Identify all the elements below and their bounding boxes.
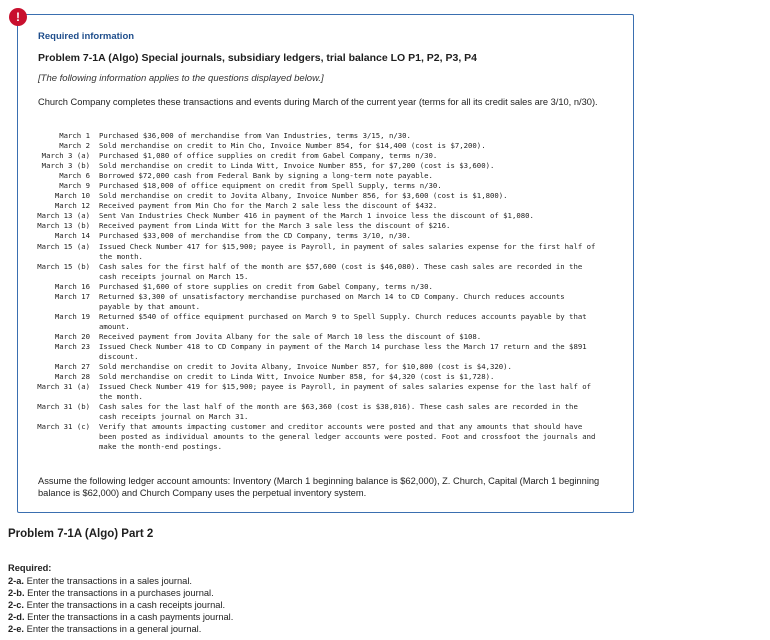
transaction-row bbox=[36, 211, 599, 221]
transaction-text: Purchased $1,080 of office supplies on credit from Gabel Company, terms n/30. bbox=[99, 151, 438, 161]
transaction-text: Issued Check Number 418 to CD Company in payment of the March 14 purchase less the March 17 return and the $891 discount. bbox=[99, 341, 587, 362]
transaction-text: Sent Van Industries Check Number 416 in payment of the March 1 invoice less the discount of $1,080. bbox=[99, 211, 534, 221]
transaction-date: March 31 (a) bbox=[37, 382, 90, 392]
transaction-text: Received payment from Min Cho for the March 2 sale less the discount of $432. bbox=[99, 201, 438, 211]
transaction-row bbox=[36, 221, 599, 231]
part2-title: Problem 7-1A (Algo) Part 2 bbox=[8, 528, 154, 540]
transaction-text: Returned $540 of office equipment purchased on March 9 to Spell Supply. Church reduces accounts payable by that amount. bbox=[99, 311, 587, 331]
transaction-row bbox=[36, 151, 599, 161]
requirement-item bbox=[8, 623, 233, 635]
requirement-text: Enter the transactions in a sales journal. bbox=[26, 576, 192, 586]
transaction-date: March 10 bbox=[54, 191, 90, 201]
transaction-text: Issued Check Number 419 for $15,900; payee is Payroll, in payment of sales salaries expense for the last half of the month. bbox=[99, 382, 592, 402]
assumption-paragraph: Assume the following ledger account amounts: Inventory (March 1 beginning balance is $62,000), Z. Church, Capital (March 1 beginning balance is $62,000) and Church Company uses the perpetual inventory system. bbox=[38, 476, 600, 498]
transaction-row bbox=[36, 161, 599, 171]
requirement-item bbox=[8, 575, 233, 587]
requirement-item bbox=[8, 611, 233, 623]
transaction-row bbox=[36, 191, 599, 201]
transaction-row bbox=[36, 342, 599, 362]
transaction-text: Sold merchandise on credit to Linda Witt, Invoice Number 855, for $7,200 (cost is $3,600). bbox=[99, 161, 495, 171]
requirement-text: Enter the transactions in a cash payments journal. bbox=[27, 612, 234, 622]
transaction-text: Purchased $1,600 of store supplies on credit from Gabel Company, terms n/30. bbox=[99, 281, 433, 291]
problem-title: Problem 7-1A (Algo) Special journals, subsidiary ledgers, trial balance LO P1, P2, P3, P4 bbox=[38, 52, 478, 64]
transaction-row bbox=[36, 382, 599, 402]
requirement-item bbox=[8, 587, 233, 599]
transaction-text: Cash sales for the first half of the month are $57,600 (cost is $46,080). These cash sales are recorded in the cash receipts journal on March 15. bbox=[99, 261, 583, 281]
transaction-date: March 27 bbox=[54, 362, 90, 372]
transaction-row bbox=[36, 292, 599, 312]
transaction-text: Sold merchandise on credit to Min Cho, Invoice Number 854, for $14,400 (cost is $7,200). bbox=[99, 141, 486, 151]
transaction-row bbox=[36, 231, 599, 241]
transaction-row bbox=[36, 201, 599, 211]
transaction-text: Cash sales for the last half of the month are $63,360 (cost is $38,016). These cash sales are recorded in the cash receipts journal on March 31. bbox=[99, 402, 578, 422]
transaction-date: March 15 (b) bbox=[37, 261, 90, 271]
transaction-text: Verify that amounts impacting customer and creditor accounts were posted and that any amounts that should have been posted as individual amounts to the general ledger accounts were posted. Foot and crossfoot the journals and make the month-end postings. bbox=[99, 422, 596, 452]
transaction-date: March 3 (a) bbox=[41, 151, 90, 161]
transaction-row bbox=[36, 181, 599, 191]
requirement-text: Enter the transactions in a cash receipts journal. bbox=[26, 600, 226, 610]
requirement-text: Enter the transactions in a general journal. bbox=[26, 624, 202, 634]
transaction-date: March 6 bbox=[59, 171, 90, 181]
transaction-date: March 3 (b) bbox=[41, 161, 90, 171]
transaction-row bbox=[36, 131, 599, 141]
requirement-code: 2-e. bbox=[8, 624, 25, 634]
transaction-date: March 16 bbox=[54, 281, 90, 291]
transaction-date: March 31 (b) bbox=[37, 402, 90, 412]
transaction-date: March 12 bbox=[54, 201, 90, 211]
transaction-text: Sold merchandise on credit to Linda Witt, Invoice Number 858, for $4,320 (cost is $1,728). bbox=[99, 372, 495, 382]
transactions-table bbox=[36, 131, 599, 453]
transaction-date: March 1 bbox=[59, 131, 90, 140]
alert-icon: ! bbox=[9, 8, 27, 26]
transaction-row bbox=[36, 362, 599, 372]
transaction-date: March 17 bbox=[54, 291, 90, 301]
requirement-text: Enter the transactions in a purchases journal. bbox=[27, 588, 214, 598]
transaction-row bbox=[36, 242, 599, 262]
requirement-code: 2-c. bbox=[8, 600, 25, 610]
transaction-row bbox=[36, 282, 599, 292]
transaction-text: Returned $3,300 of unsatisfactory merchandise purchased on March 14 to CD Company. Church reduces accounts payable by that amount. bbox=[99, 291, 565, 311]
applies-note: [The following information applies to the questions displayed below.] bbox=[38, 73, 324, 84]
transaction-row bbox=[36, 422, 599, 452]
intro-paragraph: Church Company completes these transactions and events during March of the current year (terms for all its credit sales are 3/10, n/30). bbox=[38, 97, 598, 107]
transaction-text: Received payment from Jovita Albany for the sale of March 10 less the discount of $108. bbox=[99, 331, 482, 341]
transaction-row bbox=[36, 372, 599, 382]
transaction-date: March 14 bbox=[54, 231, 90, 241]
required-label: Required: bbox=[8, 563, 52, 573]
requirement-code: 2-b. bbox=[8, 588, 25, 598]
transaction-row bbox=[36, 141, 599, 151]
transaction-row bbox=[36, 332, 599, 342]
required-information-heading: Required information bbox=[38, 31, 135, 42]
transaction-text: Issued Check Number 417 for $15,900; payee is Payroll, in payment of sales salaries expense for the first half of the month. bbox=[99, 241, 596, 261]
transaction-date: March 31 (c) bbox=[37, 422, 90, 432]
transaction-row bbox=[36, 262, 599, 282]
transaction-row bbox=[36, 171, 599, 181]
requirements-list bbox=[8, 575, 233, 635]
transaction-text: Sold merchandise on credit to Jovita Albany, Invoice Number 856, for $3,600 (cost is $1,800). bbox=[99, 191, 508, 201]
requirement-item bbox=[8, 599, 233, 611]
requirement-code: 2-d. bbox=[8, 612, 25, 622]
transaction-date: March 20 bbox=[54, 331, 90, 341]
transaction-date: March 2 bbox=[59, 141, 90, 151]
transaction-date: March 19 bbox=[54, 311, 90, 321]
transaction-date: March 15 (a) bbox=[37, 241, 90, 251]
transaction-text: Borrowed $72,000 cash from Federal Bank by signing a long-term note payable. bbox=[99, 171, 433, 181]
transaction-text: Received payment from Linda Witt for the March 3 sale less the discount of $216. bbox=[99, 221, 451, 231]
transaction-text: Sold merchandise on credit to Jovita Albany, Invoice Number 857, for $10,800 (cost is $4,320). bbox=[99, 362, 512, 372]
transaction-text: Purchased $36,000 of merchandise from Van Industries, terms 3/15, n/30. bbox=[99, 131, 411, 140]
transaction-date: March 23 bbox=[54, 341, 90, 351]
transaction-date: March 9 bbox=[59, 181, 90, 191]
requirement-code: 2-a. bbox=[8, 576, 25, 586]
transaction-text: Purchased $18,000 of office equipment on credit from Spell Supply, terms n/30. bbox=[99, 181, 442, 191]
transaction-date: March 28 bbox=[54, 372, 90, 382]
transaction-row bbox=[36, 402, 599, 422]
transaction-date: March 13 (b) bbox=[37, 221, 90, 231]
transaction-text: Purchased $33,000 of merchandise from the CD Company, terms 3/10, n/30. bbox=[99, 231, 411, 241]
transaction-date: March 13 (a) bbox=[37, 211, 90, 221]
transaction-row bbox=[36, 312, 599, 332]
information-card bbox=[17, 14, 634, 513]
